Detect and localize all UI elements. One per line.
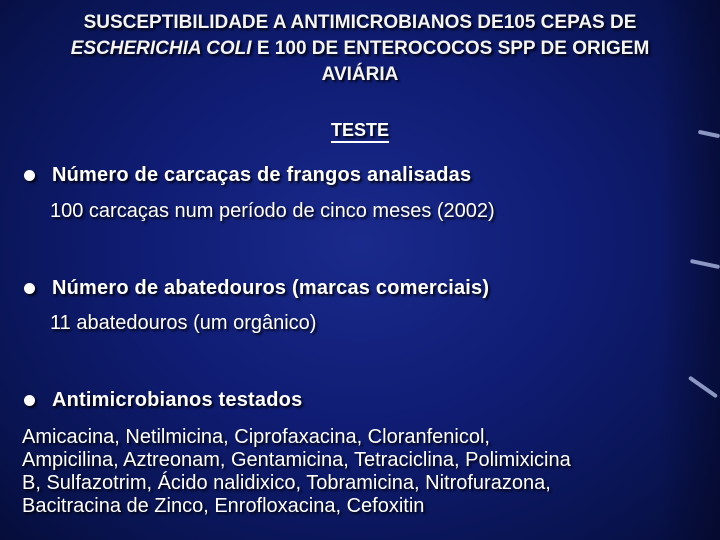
slide-title	[10, 10, 710, 88]
title-line-2	[10, 36, 710, 62]
bullet-detail: 100 carcaças num período de cinco meses (2002)	[50, 200, 495, 222]
antimicrobial-list-line: Bacitracina de Zinco, Enrofloxacina, Cefoxitin	[22, 495, 425, 517]
antimicrobial-list	[22, 426, 702, 518]
antimicrobial-list-line: Ampicilina, Aztreonam, Gentamicina, Tetraciclina, Polimixicina	[22, 449, 571, 471]
bullet-label: Número de abatedouros (marcas comerciais)	[52, 277, 490, 299]
bullet-dot	[24, 283, 35, 294]
title-line-1: SUSCEPTIBILIDADE A ANTIMICROBIANOS DE105 CEPAS DE	[83, 12, 637, 33]
antimicrobial-list-line: B, Sulfazotrim, Ácido nalidixico, Tobramicina, Nitrofurazona,	[22, 472, 551, 494]
bullet-dot	[24, 395, 35, 406]
antimicrobial-list-line: Amicacina, Netilmicina, Ciprofaxacina, Cloranfenicol,	[22, 426, 490, 448]
title-species: ESCHERICHIA COLI	[70, 38, 252, 59]
bullet-item	[24, 389, 302, 412]
section-heading-text: TESTE	[331, 120, 389, 143]
bullet-dot	[24, 170, 35, 181]
bullet-label: Número de carcaças de frangos analisadas	[52, 164, 472, 186]
title-line-2-rest: E 100 DE ENTEROCOCOS SPP DE ORIGEM	[251, 38, 650, 59]
bullet-item	[24, 277, 489, 300]
bullet-item	[24, 164, 471, 187]
title-line-3: AVIÁRIA	[321, 64, 399, 85]
bullet-detail: 11 abatedouros (um orgânico)	[50, 312, 317, 334]
bullet-label: Antimicrobianos testados	[52, 389, 303, 411]
section-heading	[0, 120, 720, 141]
